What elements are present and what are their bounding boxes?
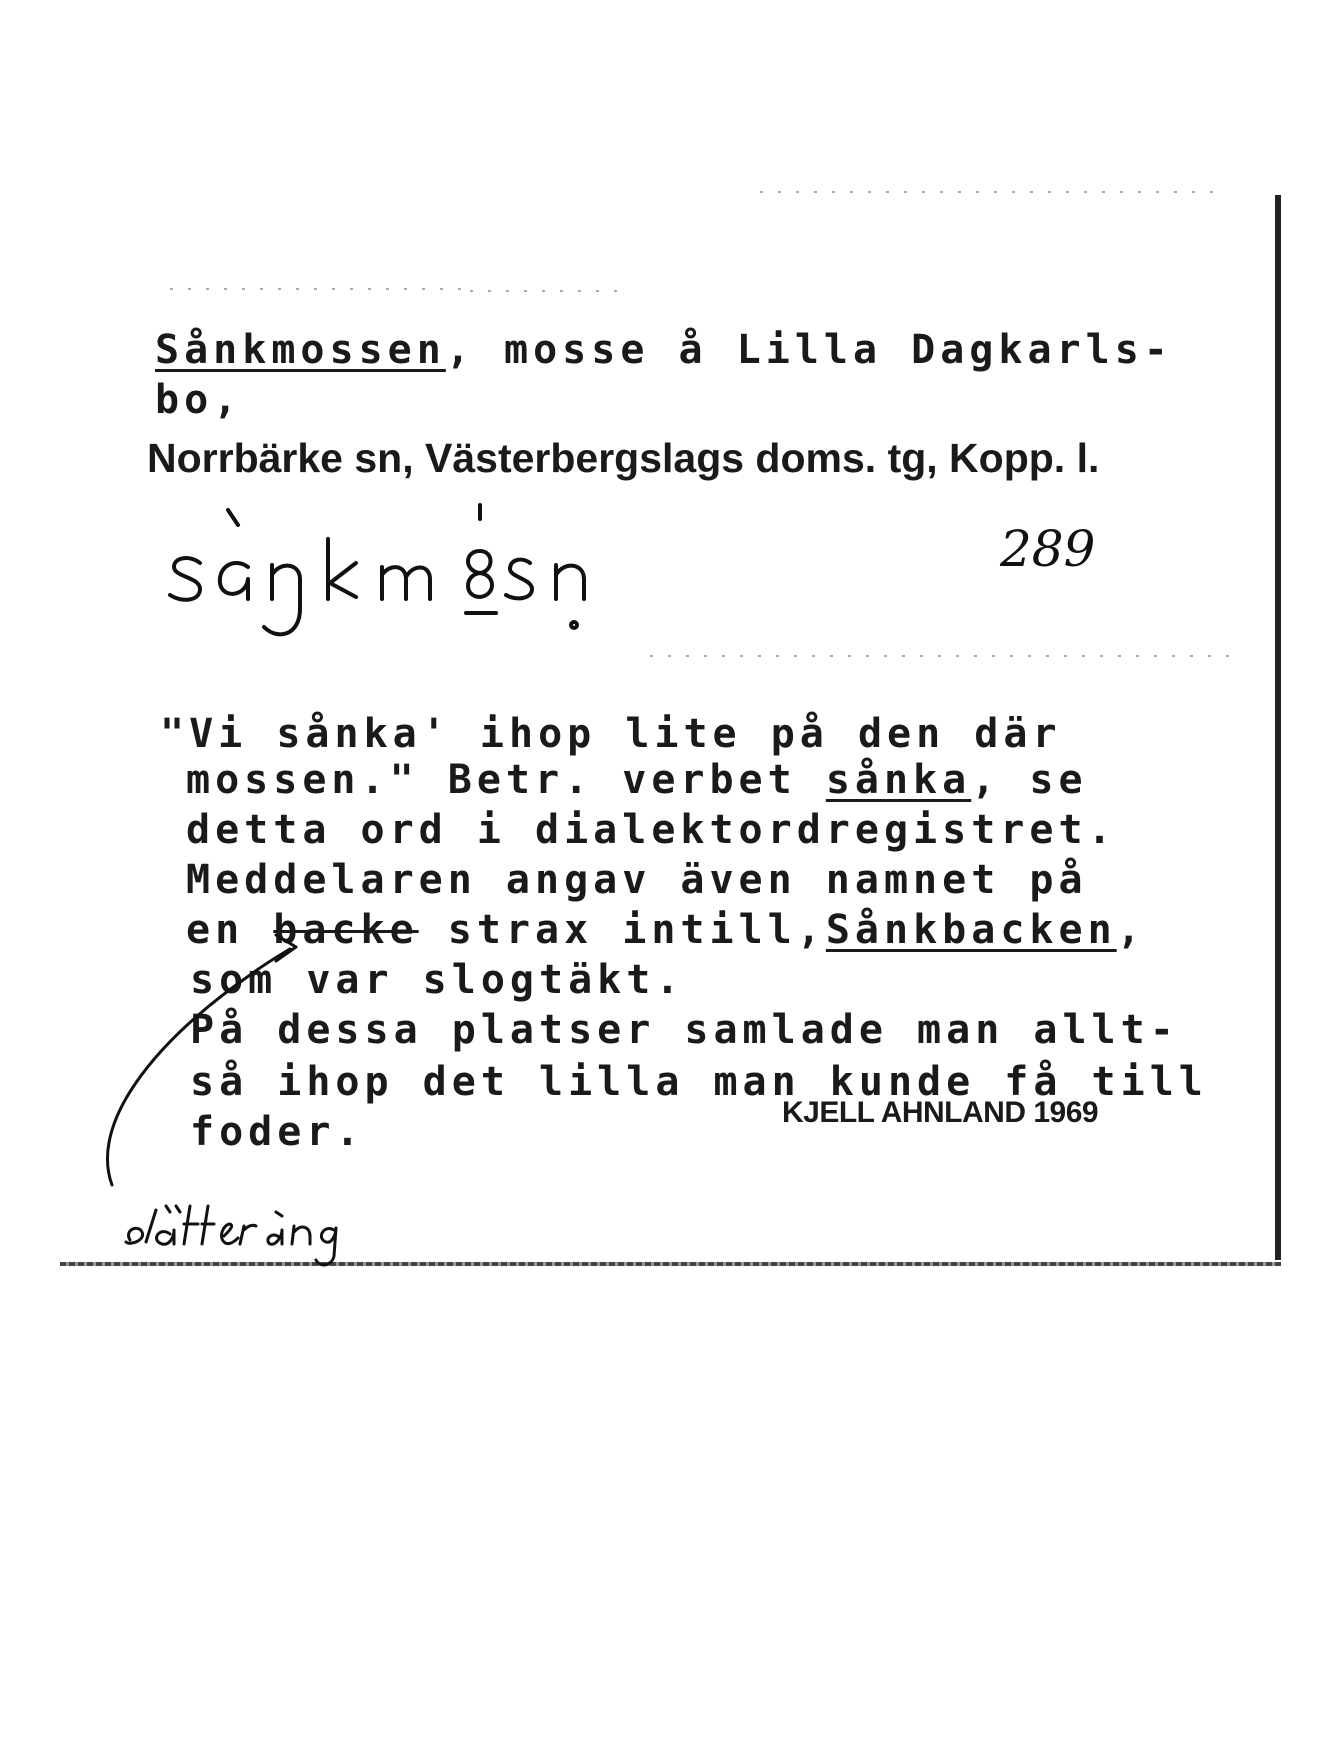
glyph-a [220, 563, 248, 599]
heading-line [155, 327, 1173, 373]
body-line-4: Meddelaren angav även namnet på [186, 857, 1088, 903]
glyph-n [556, 565, 584, 599]
related-name: Sånkbacken [825, 907, 1117, 953]
syllabic-dot [571, 622, 577, 628]
informant-signature: KJELL AHNLAND 1969 [782, 1096, 1099, 1129]
glyph-s2 [506, 560, 532, 599]
handwritten-annotation [120, 1190, 440, 1270]
glyph-k [328, 539, 356, 599]
body-line-7: På dessa platser samlade man allt- [190, 1007, 1179, 1053]
headword: Sånkmossen [155, 327, 446, 373]
body-line-9: foder. [190, 1109, 365, 1155]
grave-accent-mark [228, 510, 238, 525]
glyph-o [468, 551, 492, 597]
body-line-6: som var slogtäkt. [190, 957, 685, 1003]
body-line-2: mossen." Betr. verbet sånka, se [186, 757, 1088, 803]
scan-dots [760, 191, 1220, 193]
body-line-5: en backe strax intill,Sånkbacken, [186, 907, 1146, 953]
glyph-s [170, 558, 200, 600]
scan-dots [650, 655, 1230, 657]
card-right-edge [1275, 195, 1281, 1260]
heading-line-2: bo, [155, 377, 243, 423]
scan-dots [470, 290, 630, 292]
body-line-8: så ihop det lilla man kunde få till [190, 1059, 1208, 1105]
glyph-eng [264, 565, 300, 634]
card-number [1000, 518, 1120, 578]
body-line-1: "Vi sånka' ihop lite på den där [160, 711, 1062, 757]
body-line-3: detta ord i dialektordregistret. [186, 807, 1117, 853]
struck-word: backe [273, 907, 419, 953]
card-number-text: 289 [1000, 520, 1096, 578]
heading-rest: , mosse å Lilla Dagkarls- [445, 327, 1173, 373]
scan-dots [170, 288, 470, 290]
location-line: Norrbärke sn, Västerbergslags doms. tg, Kopp. l. [147, 435, 1100, 481]
verb-reference: sånka [825, 757, 972, 803]
glyph-m [382, 567, 430, 599]
insertion-arrow [90, 925, 330, 1185]
phonetic-handwriting [160, 505, 680, 655]
